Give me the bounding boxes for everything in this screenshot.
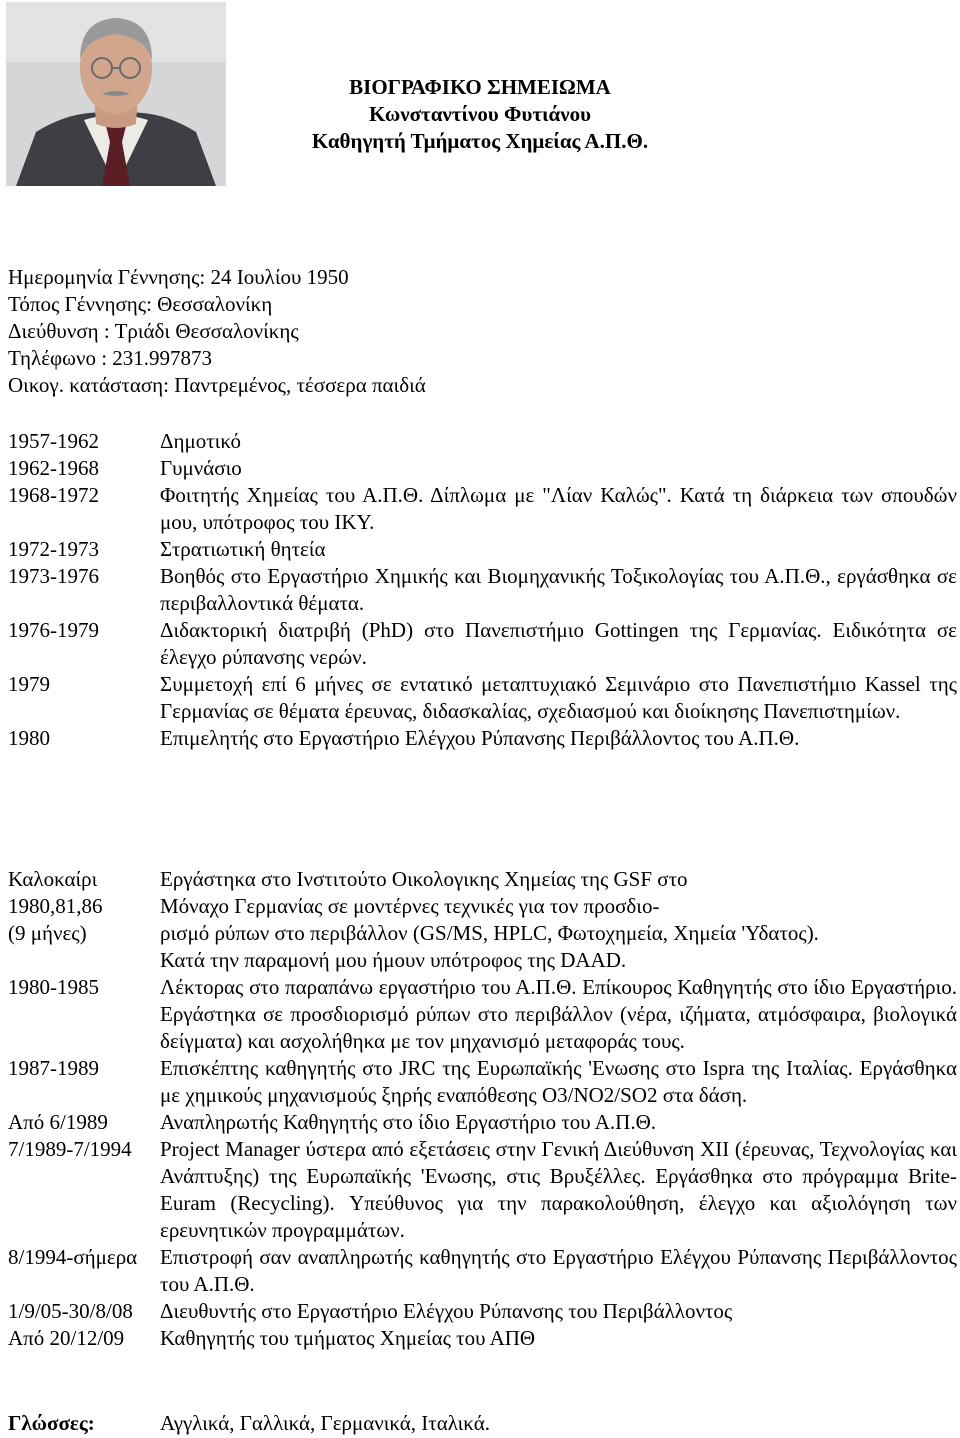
- entry-date: 1980: [8, 726, 50, 750]
- entry-date: [8, 866, 160, 974]
- entry-date: 1973-1976: [8, 564, 99, 588]
- entry-date: Από 6/1989: [8, 1110, 108, 1134]
- entry-date: 1979: [8, 672, 50, 696]
- person-name: Κωνσταντίνου Φυτιάνου: [368, 102, 592, 126]
- timeline-entry: [8, 617, 957, 671]
- timeline-entry: [8, 536, 957, 563]
- entry-text: Αναπληρωτής Καθηγητής στο ίδιο Εργαστήριο του Α.Π.Θ.: [160, 1110, 656, 1134]
- entry-date: Από 20/12/09: [8, 1326, 125, 1350]
- entry-date: 1976-1979: [8, 618, 99, 642]
- entry-text: Καθηγητής του τμήματος Χημείας του ΑΠΘ: [160, 1326, 536, 1350]
- entry-date-line: (9 μήνες): [8, 921, 87, 945]
- phone: Τηλέφωνο : 231.997873: [8, 346, 213, 370]
- portrait-image: [6, 2, 226, 186]
- languages-row: [8, 1410, 490, 1437]
- timeline-entry: [8, 866, 957, 974]
- timeline-entry: [8, 455, 957, 482]
- family-status: Οικογ. κατάσταση: Παντρεμένος, τέσσερα παιδιά: [8, 373, 426, 397]
- timeline-entry: [8, 1325, 957, 1352]
- entry-text: Project Manager ύστερα από εξετάσεις στην Γενική Διεύθυνση XII (έρευνας, Τεχνολογίας και Ανάπτυξης) της Ευρωπαϊκής 'Ενωσης, στις Βρυξέλλες. Εργάσθηκα στο πρόγραμμα Brite-Euram (Recycling). Υπεύθυνος για την παρακολούθηση, έλεγχο και αξιολόγηση των ερευνητικών προγραμμάτων.: [160, 1137, 957, 1242]
- timeline-entry: [8, 671, 957, 725]
- entry-text-line: ρισμό ρύπων στο περιβάλλον (GS/MS, HPLC, Φωτοχημεία, Χημεία 'Υδατος).: [160, 921, 819, 945]
- languages-value: Αγγλικά, Γαλλικά, Γερμανικά, Ιταλικά.: [160, 1411, 490, 1435]
- portrait-photo: [6, 2, 226, 186]
- entry-date: 1/9/05-30/8/08: [8, 1299, 133, 1323]
- entry-date: 8/1994-σήμερα: [8, 1245, 138, 1269]
- entry-text-line: Εργάστηκα στο Ινστιτούτο Οικολογικης Χημείας της GSF στο: [160, 867, 688, 891]
- birth-date: Ημερομηνία Γέννησης: 24 Ιουλίου 1950: [8, 265, 349, 289]
- entry-date: 1980-1985: [8, 975, 99, 999]
- entry-date-line: Καλοκαίρι: [8, 867, 98, 891]
- entry-date: 1962-1968: [8, 456, 99, 480]
- entry-text: Λέκτορας στο παραπάνω εργαστήριο του Α.Π.Θ. Επίκουρος Καθηγητής στο ίδιο Εργαστήριο. Εργάστηκα σε προσδιορισμό ρύπων στο περιβάλλον (νέρα, ιζήματα, ατμόσφαιρα, βιολογικά δείγματα) και ασχολήθηκα με τον μηχανισμό μεταφοράς τους.: [160, 975, 957, 1053]
- timeline-entry: [8, 725, 957, 752]
- entry-date: 1968-1972: [8, 483, 99, 507]
- entry-text: Φοιτητής Χημείας του Α.Π.Θ. Δίπλωμα με "Λίαν Καλώς". Κατά τη διάρκεια των σπουδών μου, υπότροφος του ΙΚΥ.: [160, 483, 957, 534]
- entry-date: 1957-1962: [8, 429, 99, 453]
- address: Διεύθυνση : Τριάδι Θεσσαλονίκης: [8, 319, 299, 343]
- timeline-entry: [8, 1055, 957, 1109]
- entry-text: Δημοτικό: [160, 429, 241, 453]
- entry-text: Γυμνάσιο: [160, 456, 242, 480]
- entry-text: Συμμετοχή επί 6 μήνες σε εντατικό μεταπτυχιακό Σεμινάριο στο Πανεπιστήμιο Kassel της Γερμανίας σε θέματα έρευνας, διδασκαλίας, σχεδιασμού και διοίκησης Πανεπιστημίων.: [160, 672, 957, 723]
- document-header: [230, 74, 730, 155]
- timeline-entry: [8, 1136, 957, 1244]
- entry-text-line: Μόναχο Γερμανίας σε μοντέρνες τεχνικές για τον προσδιο-: [160, 894, 660, 918]
- document-title: ΒΙΟΓΡΑΦΙΚΟ ΣΗΜΕΙΩΜΑ: [349, 75, 611, 99]
- entry-text: Επιμελητής στο Εργαστήριο Ελέγχου Ρύπανσης Περιβάλλοντος του Α.Π.Θ.: [160, 726, 800, 750]
- entry-text: Επισκέπτης καθηγητής στο JRC της Ευρωπαϊκής 'Ενωσης στο Ispra της Ιταλίας. Εργάσθηκα με χημικούς μηχανισμούς ξηρής εναπόθεσης O3/NO2/SO2 στα δάση.: [160, 1056, 957, 1107]
- career-timeline: [8, 866, 957, 1352]
- languages-label: Γλώσσες:: [8, 1411, 95, 1435]
- timeline-entry: [8, 1298, 957, 1325]
- entry-text: Βοηθός στο Εργαστήριο Χημικής και Βιομηχανικής Τοξικολογίας του Α.Π.Θ., εργάσθηκα σε περιβαλλοντικά θέματα.: [160, 564, 957, 615]
- entry-text: Επιστροφή σαν αναπληρωτής καθηγητής στο Εργαστήριο Ελέγχου Ρύπανσης Περιβάλλοντος του Α.Π.Θ.: [160, 1245, 957, 1296]
- birth-place: Τόπος Γέννησης: Θεσσαλονίκη: [8, 292, 273, 316]
- entry-date: 7/1989-7/1994: [8, 1137, 132, 1161]
- timeline-entry: [8, 1109, 957, 1136]
- timeline-entry: [8, 482, 957, 536]
- timeline-entry: [8, 1244, 957, 1298]
- entry-text-line: Κατά την παραμονή μου ήμουν υπότροφος της DAAD.: [160, 948, 627, 972]
- timeline-entry: [8, 563, 957, 617]
- entry-text: Στρατιωτική θητεία: [160, 537, 326, 561]
- entry-text: [160, 866, 957, 974]
- education-timeline: [8, 428, 957, 752]
- timeline-entry: [8, 974, 957, 1055]
- entry-date-line: 1980,81,86: [8, 894, 103, 918]
- entry-text: Διευθυντής στο Εργαστήριο Ελέγχου Ρύπανσης του Περιβάλλοντος: [160, 1299, 733, 1323]
- timeline-entry: [8, 428, 957, 455]
- person-position: Καθηγητή Τμήματος Χημείας Α.Π.Θ.: [311, 129, 649, 153]
- entry-date: 1987-1989: [8, 1056, 99, 1080]
- entry-date: 1972-1973: [8, 537, 99, 561]
- entry-text: Διδακτορική διατριβή (PhD) στο Πανεπιστήμιο Gottingen της Γερμανίας. Ειδικότητα σε έλεγχο ρύπανσης νερών.: [160, 618, 957, 669]
- personal-info: [8, 264, 426, 399]
